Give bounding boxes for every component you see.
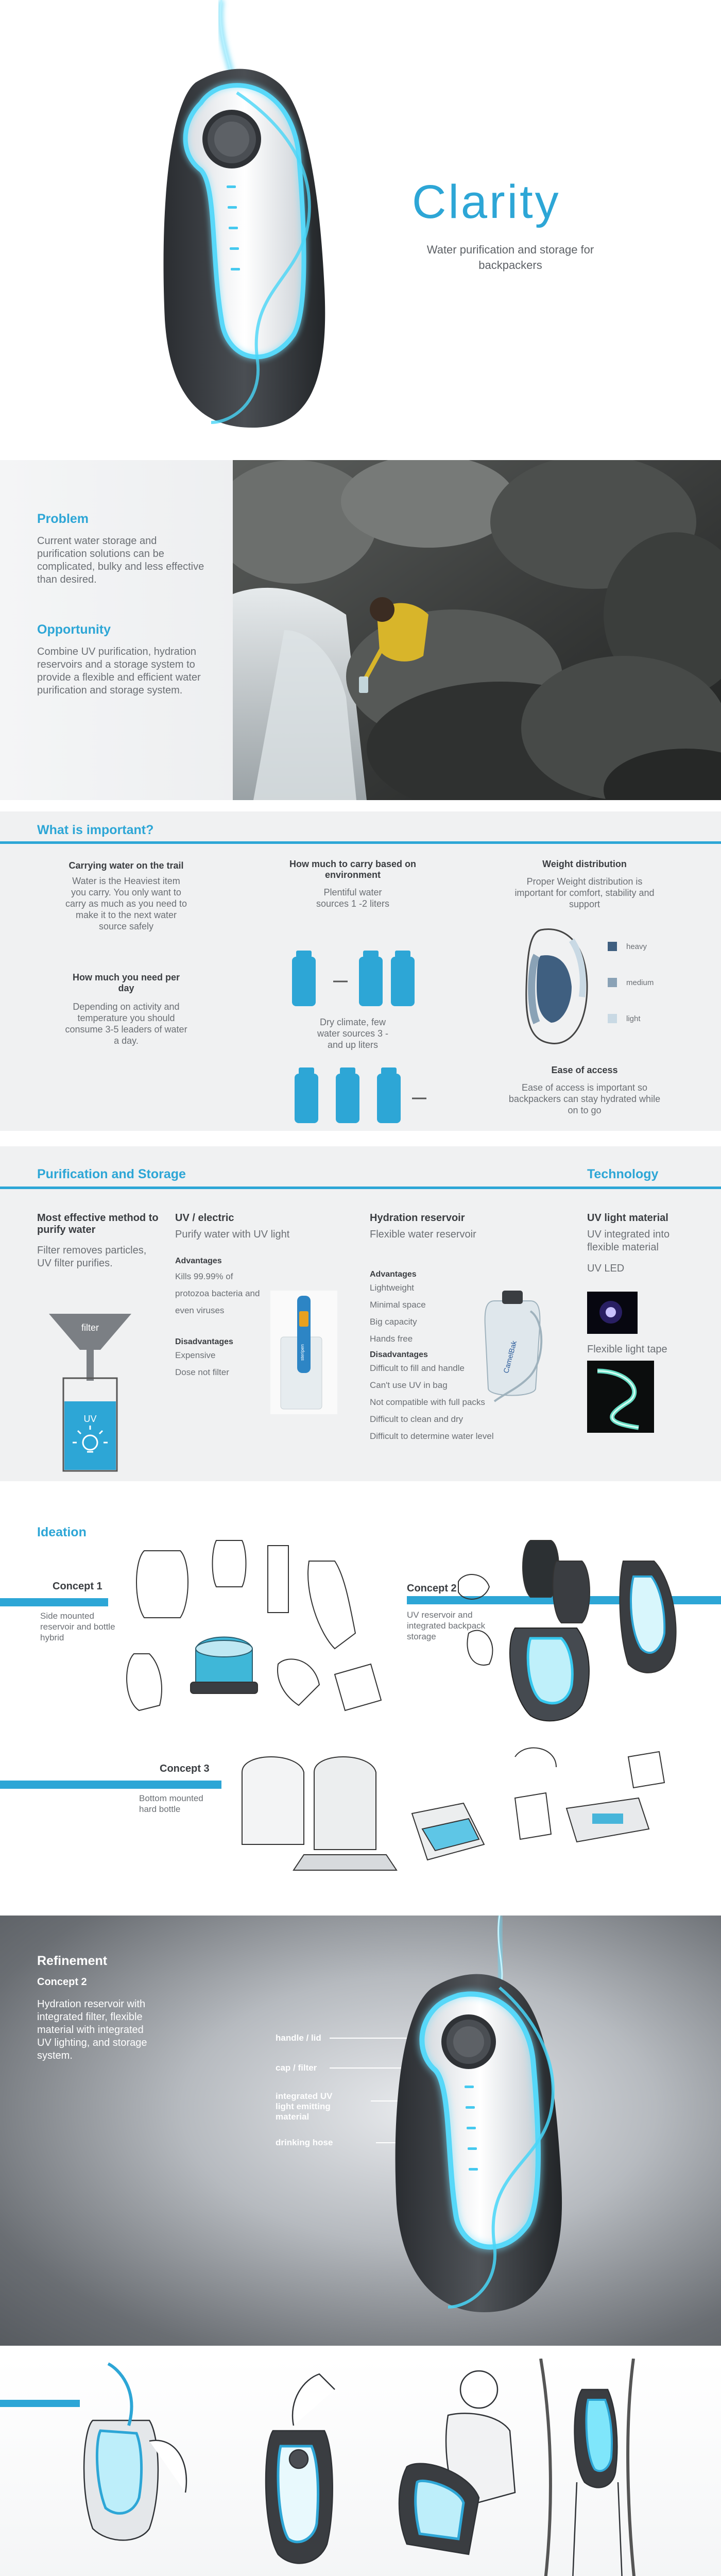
refinement-subheading: Concept 2	[37, 1976, 87, 1988]
callout-cap: cap / filter	[276, 2063, 317, 2073]
concept3-text: Bottom mounted hard bottle	[139, 1793, 203, 1814]
uv-disadvantages-heading: Disadvantages	[175, 1337, 233, 1346]
section-rule	[0, 1187, 721, 1189]
concept2-sketches	[453, 1530, 700, 1747]
bottles-plentiful	[286, 945, 425, 1012]
reservoir-heading: Hydration reservoir	[370, 1212, 465, 1224]
bottle-icon	[359, 951, 383, 1006]
flex-tape-label: Flexible light tape	[587, 1344, 667, 1355]
dry-text: Dry climate, few water sources 3 - and up liters	[317, 1017, 389, 1050]
bottle-icon	[292, 951, 316, 1006]
plentiful-text: Plentiful water sources 1 -2 liters	[316, 887, 390, 909]
opportunity-text: Combine UV purification, hydration reservoirs and a storage system to provide a flexible and efficient water purification and storage system.	[37, 646, 201, 696]
access-text: Ease of access is important so backpackers can stay hydrated while on to go	[508, 1082, 661, 1115]
product-render-hero	[139, 0, 345, 443]
process-bar	[0, 2400, 80, 2407]
how-much-heading: How much you need per day	[72, 972, 180, 993]
opportunity-heading: Opportunity	[37, 622, 111, 637]
uv-disadv-item: Expensive	[175, 1350, 216, 1360]
step3-illustration	[399, 2371, 515, 2554]
legend-light: light	[608, 1012, 654, 1025]
refinement-section	[0, 1916, 721, 2346]
carrying-text: Water is the Heaviest item you carry. You only want to carry as much as you need to make it to the next water source safely	[65, 876, 187, 931]
ideation-section	[0, 1499, 721, 1896]
uv-material-heading: UV light material	[587, 1212, 668, 1224]
concept3-sketches	[237, 1741, 685, 1880]
res-adv-item: Big capacity	[370, 1317, 417, 1327]
uv-disadv-item: Dose not filter	[175, 1367, 229, 1377]
concept1-bar	[0, 1598, 108, 1606]
product-render-refined	[330, 1916, 618, 2346]
res-disadv-item: Difficult to determine water level	[370, 1431, 494, 1441]
uv-pen-photo	[270, 1291, 337, 1414]
weight-text: Proper Weight distribution is important for comfort, stability and support	[514, 876, 655, 909]
callout-handle: handle / lid	[276, 2033, 321, 2043]
res-advantages-heading: Advantages	[370, 1270, 417, 1279]
process-section	[0, 2359, 721, 2576]
concept3-heading: Concept 3	[160, 1763, 210, 1774]
method-heading: Most effective method to purify water	[37, 1212, 159, 1235]
res-disadv-item: Difficult to clean and dry	[370, 1414, 464, 1424]
weight-heading: Weight distribution	[542, 859, 627, 869]
bottles-dry	[288, 1062, 443, 1129]
res-adv-item: Minimal space	[370, 1300, 426, 1310]
refinement-heading: Refinement	[37, 1954, 108, 1968]
res-disadv-item: Not compatible with full packs	[370, 1397, 485, 1407]
filter-label: filter	[81, 1323, 99, 1333]
backpack-weight-diagram	[520, 925, 592, 1048]
purification-section	[0, 1146, 721, 1481]
pen-label: steripen	[300, 1344, 305, 1361]
concept2-heading: Concept 2	[407, 1583, 457, 1594]
bottle-icon	[377, 1067, 401, 1123]
uv-adv-item: Kills 99.99% of protozoa bacteria and even viruses	[175, 1272, 260, 1315]
uv-label: UV	[83, 1414, 97, 1424]
callout-hose: drinking hose	[276, 2138, 333, 2147]
section-rule	[0, 841, 721, 844]
method-text: Filter removes particles, UV filter purifies.	[37, 1245, 147, 1269]
uv-led-photo	[587, 1292, 638, 1334]
concept1-text: Side mounted reservoir and bottle hybrid	[40, 1611, 115, 1642]
res-adv-item: Hands free	[370, 1334, 413, 1344]
step4-illustration	[541, 2359, 639, 2576]
important-section	[0, 811, 721, 1131]
problem-heading: Problem	[37, 512, 89, 526]
hydration-bladder-photo	[479, 1280, 546, 1404]
concept3-bar	[0, 1781, 221, 1789]
environment-heading: How much to carry based on environment	[289, 859, 417, 880]
step1-illustration	[84, 2364, 186, 2540]
legend-medium: medium	[608, 976, 654, 989]
callout-uv-material: integrated UV light emitting material	[276, 2091, 333, 2122]
process-illustrations	[77, 2359, 695, 2576]
bottle-icon	[336, 1067, 359, 1123]
concept1-sketches	[113, 1530, 402, 1747]
uv-material-text: UV integrated into flexible material	[587, 1229, 670, 1253]
hiker-photo	[233, 460, 721, 800]
uv-text: Purify water with UV light	[175, 1229, 290, 1240]
res-disadv-item: Difficult to fill and handle	[370, 1363, 465, 1373]
ideation-heading: Ideation	[37, 1525, 87, 1539]
how-much-text: Depending on activity and temperature you should consume 3-5 leaders of water a day.	[65, 1002, 187, 1046]
reservoir-text: Flexible water reservoir	[370, 1229, 476, 1240]
technology-heading: Technology	[587, 1167, 659, 1181]
bladder-brand: CamelBak	[502, 1340, 519, 1374]
uv-led-label: UV LED	[587, 1263, 625, 1274]
purification-heading: Purification and Storage	[37, 1167, 186, 1181]
carrying-heading: Carrying water on the trail	[68, 860, 184, 871]
bottle-icon	[295, 1067, 318, 1123]
problem-section	[0, 460, 721, 800]
important-heading: What is important?	[37, 823, 154, 837]
light-tape-photo	[587, 1361, 654, 1433]
bottle-icon	[391, 951, 415, 1006]
filter-uv-diagram	[44, 1311, 136, 1476]
uv-advantages-heading: Advantages	[175, 1257, 222, 1265]
step2-illustration	[266, 2374, 335, 2563]
product-title: Clarity	[412, 176, 561, 228]
refinement-text: Hydration reservoir with integrated filter, flexible material with integrated UV lighting, and storage system.	[37, 1998, 147, 2061]
res-disadvantages-heading: Disadvantages	[370, 1350, 428, 1359]
res-disadv-item: Can't use UV in bag	[370, 1380, 448, 1390]
problem-text: Current water storage and purification solutions can be complicated, bulky and less effective than desired.	[37, 535, 204, 585]
legend-heavy: heavy	[608, 940, 654, 953]
concept2-text: UV reservoir and integrated backpack storage	[407, 1610, 486, 1641]
access-heading: Ease of access	[551, 1065, 618, 1075]
res-adv-item: Lightweight	[370, 1283, 415, 1293]
hero-section	[0, 0, 721, 453]
uv-heading: UV / electric	[175, 1212, 234, 1224]
product-subtitle: Water purification and storage for backpackers	[426, 243, 594, 272]
concept1-heading: Concept 1	[53, 1581, 102, 1592]
